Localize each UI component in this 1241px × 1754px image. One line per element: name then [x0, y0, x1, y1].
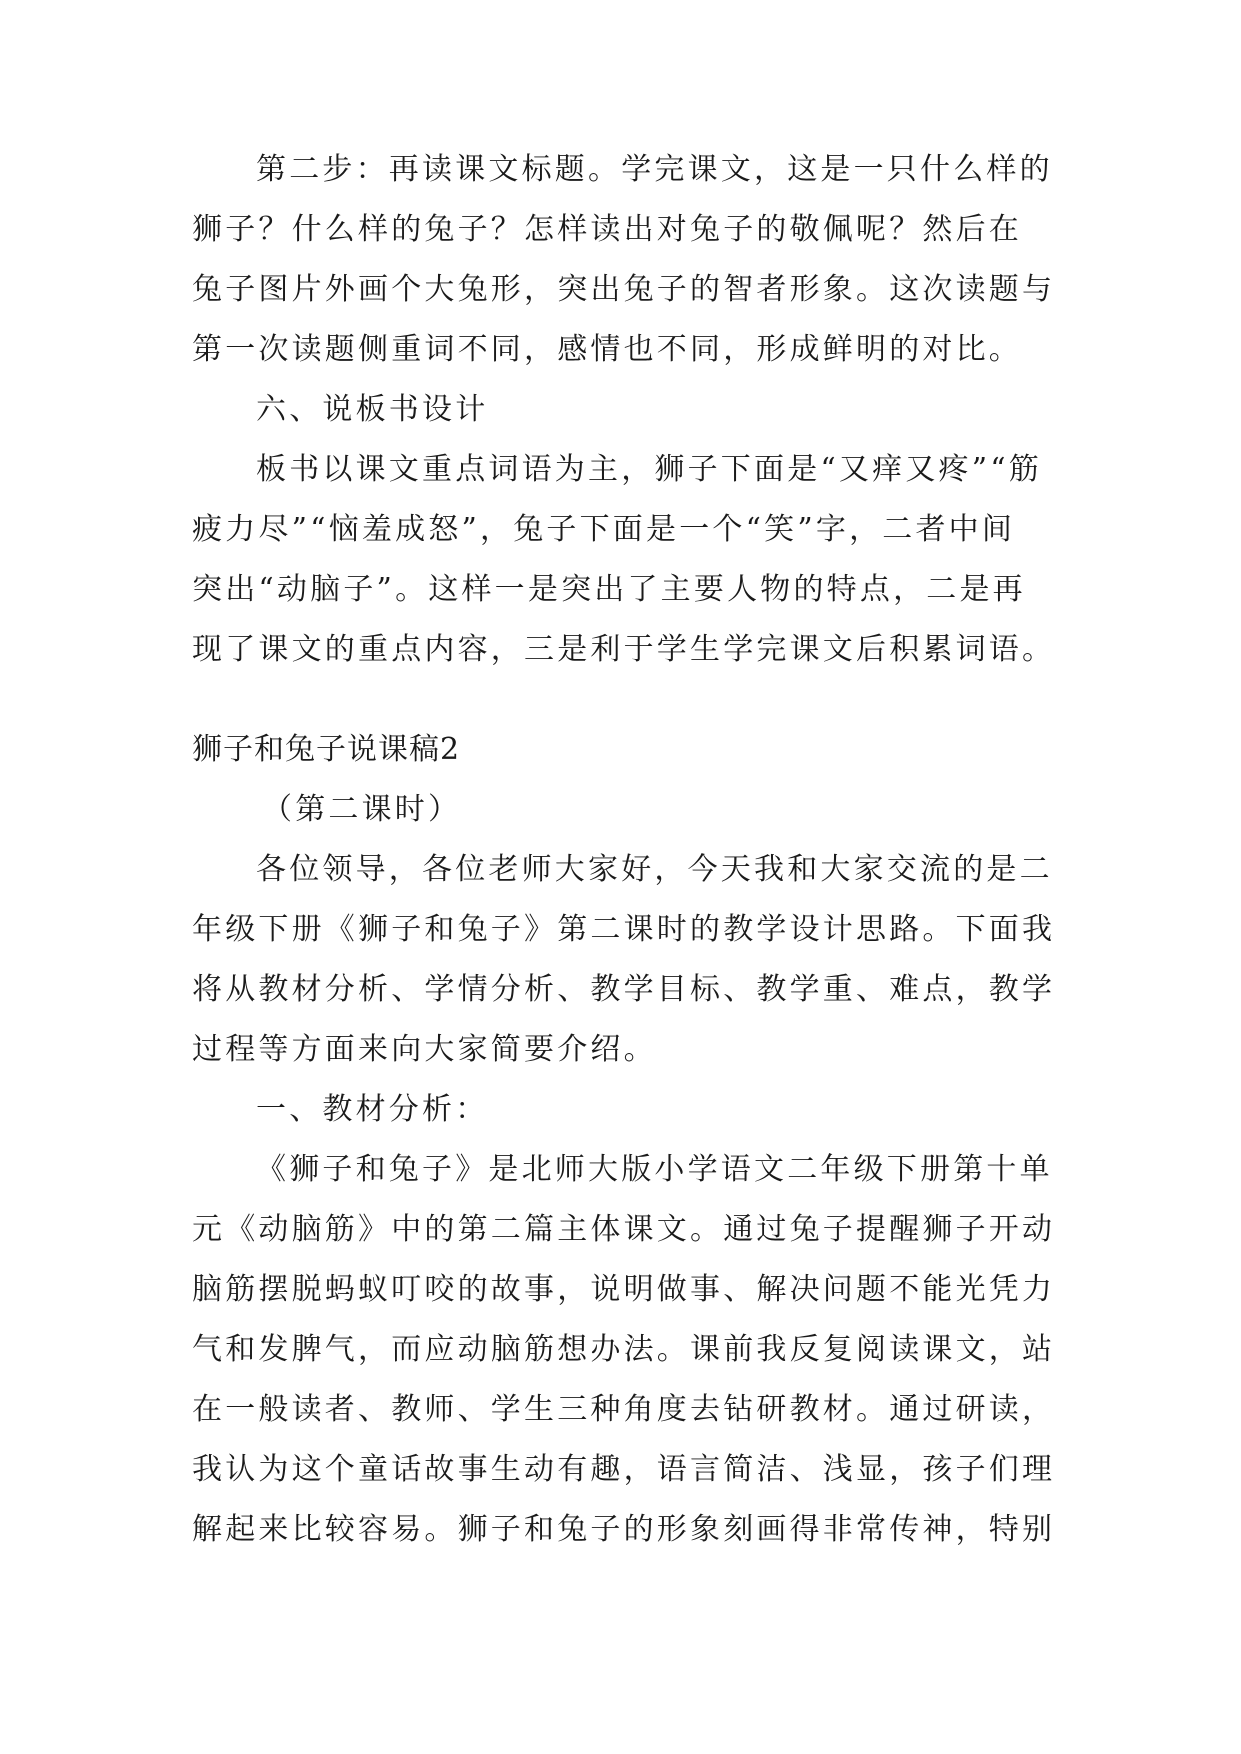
text-line: 突出“动脑子”。这样一是突出了主要人物的特点，二是再 — [192, 572, 1026, 607]
text-line: 第二步：再读课文标题。学完课文，这是一只什么样的 — [256, 152, 1053, 187]
text-line: 元《动脑筋》中的第二篇主体课文。通过兔子提醒狮子开动 — [192, 1212, 1056, 1247]
section-heading: 六、说板书设计 — [256, 392, 489, 427]
text-line: 过程等方面来向大家简要介绍。 — [192, 1032, 657, 1067]
text-line: 年级下册《狮子和兔子》第二课时的教学设计思路。下面我 — [192, 912, 1056, 947]
text-line: 疲力尽”“恼羞成怒”，兔子下面是一个“笑”字，二者中间 — [192, 512, 1016, 547]
section-heading: 一、教材分析： — [256, 1092, 489, 1127]
text-line: 在一般读者、教师、学生三种角度去钻研教材。通过研读， — [192, 1392, 1056, 1427]
text-line: 《狮子和兔子》是北师大版小学语文二年级下册第十单 — [256, 1152, 1053, 1187]
session-label: （第二课时） — [262, 792, 462, 827]
text-line: 气和发脾气，而应动脑筋想办法。课前我反复阅读课文，站 — [192, 1332, 1056, 1367]
text-line: 现了课文的重点内容，三是利于学生学完课文后积累词语。 — [192, 632, 1056, 667]
document-title: 狮子和兔子说课稿2 — [192, 732, 461, 767]
text-line: 将从教材分析、学情分析、教学目标、教学重、难点，教学 — [192, 972, 1056, 1007]
text-line: 第一次读题侧重词不同，感情也不同，形成鲜明的对比。 — [192, 332, 1022, 367]
text-line: 脑筋摆脱蚂蚁叮咬的故事，说明做事、解决问题不能光凭力 — [192, 1272, 1056, 1307]
text-line: 板书以课文重点词语为主，狮子下面是“又痒又疼”“筋 — [256, 452, 1043, 487]
text-line: 我认为这个童话故事生动有趣，语言简洁、浅显，孩子们理 — [192, 1452, 1056, 1487]
text-line: 狮子？什么样的兔子？怎样读出对兔子的敬佩呢？然后在 — [192, 212, 1022, 247]
text-line: 解起来比较容易。狮子和兔子的形象刻画得非常传神，特别 — [192, 1512, 1056, 1547]
text-line: 兔子图片外画个大兔形，突出兔子的智者形象。这次读题与 — [192, 272, 1056, 307]
text-line: 各位领导，各位老师大家好，今天我和大家交流的是二 — [256, 852, 1053, 887]
